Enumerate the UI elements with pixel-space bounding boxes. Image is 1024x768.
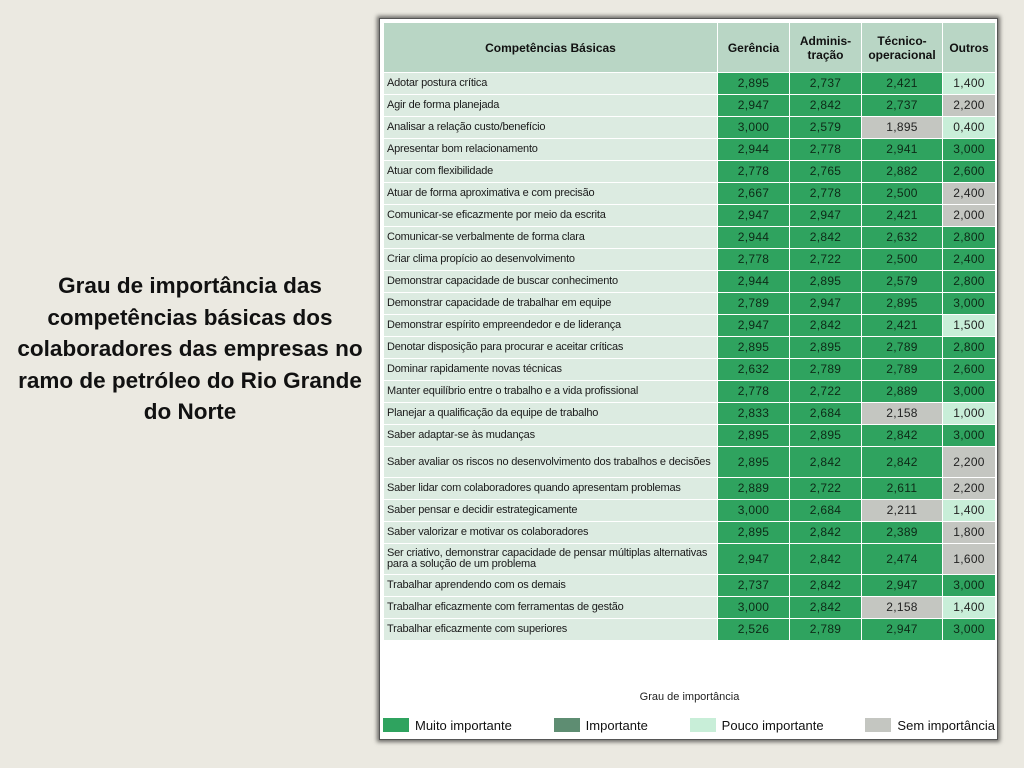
score-cell: 3,000 [943,381,996,403]
score-cell: 2,842 [790,315,862,337]
score-cell: 2,789 [718,293,790,315]
competency-label: Atuar com flexibilidade [384,161,718,183]
score-cell: 2,400 [943,249,996,271]
score-cell: 1,400 [943,597,996,619]
score-cell: 3,000 [943,139,996,161]
score-cell: 3,000 [943,575,996,597]
score-cell: 2,421 [862,315,943,337]
legend-item [383,718,512,733]
score-cell: 0,400 [943,117,996,139]
competency-label: Saber lidar com colaboradores quando apresentam problemas [384,478,718,500]
score-cell: 2,632 [862,227,943,249]
table-row [384,205,996,227]
competency-label: Saber adaptar-se às mudanças [384,425,718,447]
score-cell: 2,778 [718,381,790,403]
header-competencias: Competências Básicas [384,23,718,73]
competency-label: Saber avaliar os riscos no desenvolvimento dos trabalhos e decisões [384,447,718,478]
score-cell: 2,895 [718,447,790,478]
score-cell: 2,684 [790,403,862,425]
score-cell: 2,842 [862,447,943,478]
score-cell: 3,000 [718,117,790,139]
competency-label: Saber valorizar e motivar os colaboradores [384,522,718,544]
score-cell: 2,400 [943,183,996,205]
legend [383,713,995,737]
score-cell: 2,500 [862,183,943,205]
score-cell: 2,947 [718,95,790,117]
score-cell: 2,842 [790,95,862,117]
score-cell: 2,765 [790,161,862,183]
score-cell: 2,789 [790,619,862,641]
competency-label: Manter equilíbrio entre o trabalho e a vida profissional [384,381,718,403]
legend-swatch [383,718,409,732]
score-cell: 3,000 [943,425,996,447]
score-cell: 3,000 [943,619,996,641]
competency-label: Planejar a qualificação da equipe de trabalho [384,403,718,425]
score-cell: 2,722 [790,478,862,500]
score-cell: 2,600 [943,161,996,183]
score-cell: 2,842 [790,575,862,597]
score-cell: 2,200 [943,95,996,117]
score-cell: 2,722 [790,381,862,403]
slide-caption: Grau de importância das competências básicas dos colaboradores das empresas no ramo de petróleo do Rio Grande do Norte [17,273,363,424]
score-cell: 2,579 [862,271,943,293]
score-cell: 2,895 [718,73,790,95]
score-cell: 2,211 [862,500,943,522]
score-cell: 2,667 [718,183,790,205]
score-cell: 2,200 [943,447,996,478]
score-cell: 1,600 [943,544,996,575]
score-cell: 2,500 [862,249,943,271]
competency-label: Saber pensar e decidir estrategicamente [384,500,718,522]
score-cell: 2,579 [790,117,862,139]
score-cell: 2,947 [718,315,790,337]
score-cell: 2,800 [943,227,996,249]
table-body [384,73,996,641]
competency-label: Demonstrar capacidade de trabalhar em equipe [384,293,718,315]
table-row [384,161,996,183]
competency-label: Atuar de forma aproximativa e com precisão [384,183,718,205]
table-row [384,359,996,381]
table-header-row [384,23,996,73]
competency-label: Ser criativo, demonstrar capacidade de pensar múltiplas alternativas para a solução de um problema [384,544,718,575]
table-row [384,117,996,139]
competency-label: Comunicar-se verbalmente de forma clara [384,227,718,249]
table-row [384,315,996,337]
legend-swatch [690,718,716,732]
score-cell: 2,833 [718,403,790,425]
legend-swatch [865,718,891,732]
competency-table [383,22,996,641]
competency-label: Trabalhar eficazmente com superiores [384,619,718,641]
table-row [384,249,996,271]
table-row [384,575,996,597]
score-cell: 2,778 [790,139,862,161]
competency-label: Agir de forma planejada [384,95,718,117]
score-cell: 2,842 [790,447,862,478]
table-row [384,522,996,544]
score-cell: 2,778 [718,249,790,271]
score-cell: 1,500 [943,315,996,337]
score-cell: 2,882 [862,161,943,183]
score-cell: 2,947 [718,205,790,227]
score-cell: 2,000 [943,205,996,227]
header-tecnico-operacional: Técnico- operacional [862,23,943,73]
score-cell: 2,895 [718,337,790,359]
score-cell: 2,895 [790,271,862,293]
score-cell: 2,778 [718,161,790,183]
competency-label: Adotar postura crítica [384,73,718,95]
score-cell: 2,789 [790,359,862,381]
score-cell: 2,158 [862,597,943,619]
score-cell: 2,737 [718,575,790,597]
score-cell: 2,474 [862,544,943,575]
table-row [384,73,996,95]
score-cell: 2,944 [718,271,790,293]
competency-label: Dominar rapidamente novas técnicas [384,359,718,381]
competency-label: Trabalhar aprendendo com os demais [384,575,718,597]
score-cell: 2,941 [862,139,943,161]
score-cell: 3,000 [718,597,790,619]
score-cell: 2,800 [943,271,996,293]
score-cell: 2,947 [718,544,790,575]
table-row [384,619,996,641]
table-row [384,271,996,293]
table-row [384,597,996,619]
score-cell: 2,842 [862,425,943,447]
legend-item [690,718,824,733]
score-cell: 2,895 [862,293,943,315]
legend-title: Grau de importância [639,691,740,703]
score-cell: 2,789 [862,359,943,381]
score-cell: 3,000 [718,500,790,522]
table-row [384,337,996,359]
header-administracao: Adminis- tração [790,23,862,73]
table-row [384,447,996,478]
score-cell: 2,895 [790,425,862,447]
table-row [384,293,996,315]
competency-label: Demonstrar capacidade de buscar conhecimento [384,271,718,293]
table-row [384,500,996,522]
score-cell: 2,389 [862,522,943,544]
legend-label: Pouco importante [721,717,824,733]
score-cell: 2,947 [862,575,943,597]
legend-label: Importante [585,717,648,733]
score-cell: 3,000 [943,293,996,315]
score-cell: 2,800 [943,337,996,359]
legend-label: Muito importante [415,717,512,733]
competency-label: Apresentar bom relacionamento [384,139,718,161]
score-cell: 1,400 [943,500,996,522]
competency-label: Trabalhar eficazmente com ferramentas de gestão [384,597,718,619]
score-cell: 2,632 [718,359,790,381]
score-cell: 2,947 [790,293,862,315]
score-cell: 2,421 [862,73,943,95]
score-cell: 2,611 [862,478,943,500]
table-row [384,425,996,447]
score-cell: 2,842 [790,522,862,544]
score-cell: 2,842 [790,597,862,619]
legend-swatch [554,718,580,732]
score-cell: 2,944 [718,139,790,161]
score-cell: 2,789 [862,337,943,359]
score-cell: 2,737 [790,73,862,95]
score-cell: 2,722 [790,249,862,271]
score-cell: 1,000 [943,403,996,425]
score-cell: 2,526 [718,619,790,641]
table-row [384,227,996,249]
table-row [384,403,996,425]
table-row [384,381,996,403]
legend-item [865,718,995,733]
score-cell: 2,895 [790,337,862,359]
score-cell: 2,944 [718,227,790,249]
score-cell: 2,895 [718,522,790,544]
table-row [384,139,996,161]
score-cell: 2,158 [862,403,943,425]
competency-table-figure [379,18,998,740]
score-cell: 2,889 [718,478,790,500]
score-cell: 2,947 [862,619,943,641]
header-outros: Outros [943,23,996,73]
competency-label: Demonstrar espírito empreendedor e de liderança [384,315,718,337]
competency-label: Analisar a relação custo/benefício [384,117,718,139]
table-row [384,95,996,117]
score-cell: 2,842 [790,544,862,575]
table-row [384,478,996,500]
score-cell: 2,737 [862,95,943,117]
score-cell: 2,889 [862,381,943,403]
legend-item [554,718,648,733]
table-row [384,183,996,205]
score-cell: 2,778 [790,183,862,205]
score-cell: 2,895 [718,425,790,447]
score-cell: 1,800 [943,522,996,544]
competency-label: Denotar disposição para procurar e aceitar críticas [384,337,718,359]
score-cell: 2,842 [790,227,862,249]
competency-label: Comunicar-se eficazmente por meio da escrita [384,205,718,227]
table-row [384,544,996,575]
score-cell: 1,400 [943,73,996,95]
header-gerencia: Gerência [718,23,790,73]
score-cell: 2,684 [790,500,862,522]
score-cell: 1,895 [862,117,943,139]
legend-label: Sem importância [897,717,995,733]
competency-label: Criar clima propício ao desenvolvimento [384,249,718,271]
score-cell: 2,600 [943,359,996,381]
score-cell: 2,200 [943,478,996,500]
score-cell: 2,421 [862,205,943,227]
score-cell: 2,947 [790,205,862,227]
